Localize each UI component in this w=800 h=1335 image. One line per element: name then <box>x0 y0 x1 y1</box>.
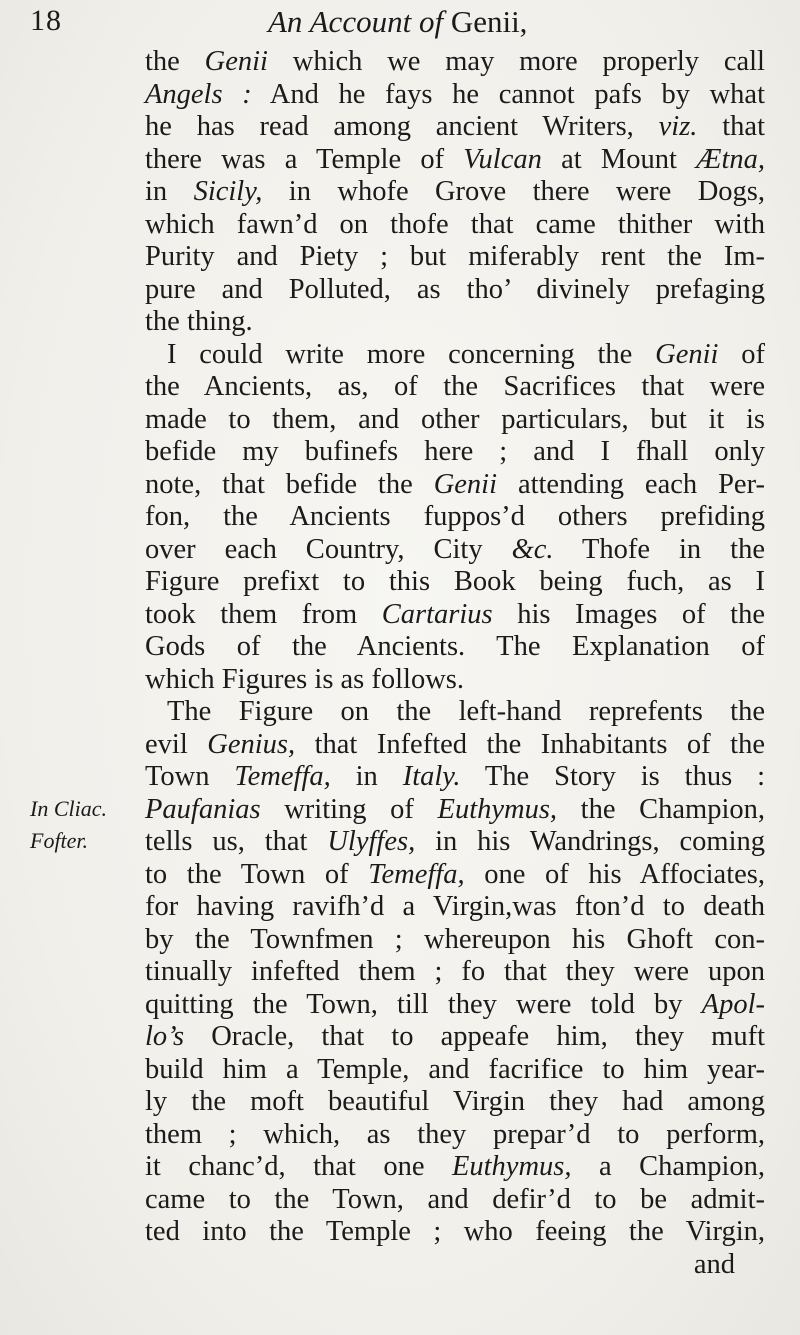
text-segment: the thing. <box>145 306 253 337</box>
text-segment: Town <box>145 761 235 792</box>
text-line <box>145 729 765 762</box>
text-segment: The Figure on the left-hand reprefents the <box>167 696 765 727</box>
italic-text: Ulyffes, <box>327 826 416 857</box>
text-segment: by the Townfmen ; whereupon his Ghoft con- <box>145 923 765 955</box>
text-segment: in whofe Grove there were Dogs, <box>262 176 765 207</box>
text-line <box>145 371 765 404</box>
text-segment: the Ancients, as, of the Sacrifices that were <box>145 371 765 402</box>
running-head-title: Genii, <box>450 4 528 39</box>
italic-text: Ætna, <box>696 143 765 175</box>
text-line <box>145 859 765 892</box>
text-segment: and <box>693 1248 735 1280</box>
italic-text: Genii <box>204 46 268 77</box>
text-segment: Purity and Piety ; but miferably rent the Im- <box>145 241 765 272</box>
text-line <box>145 1054 765 1087</box>
text-line <box>145 1119 765 1152</box>
text-segment: which we may more properly call <box>267 46 765 77</box>
text-line <box>145 46 765 79</box>
text-segment: in <box>330 761 403 792</box>
text-line <box>145 826 765 859</box>
catchword <box>145 1249 765 1282</box>
text-segment: that Infefted the Inhabitants of the <box>295 728 765 760</box>
margin-note-source: In Cliac. <box>30 796 107 821</box>
text-segment: there was a Temple of <box>145 143 464 175</box>
text-line <box>145 306 765 339</box>
text-line <box>145 241 765 274</box>
italic-text: Genius, <box>207 728 296 760</box>
text-segment: writing of <box>260 793 438 825</box>
text-segment: befide my bufinefs here ; and I fhall only <box>145 436 765 467</box>
text-line <box>145 566 765 599</box>
italic-text: Genii <box>655 338 719 370</box>
text-segment: quitting the Town, till they were told by <box>145 988 702 1020</box>
italic-text: Angels : <box>145 78 252 110</box>
text-line <box>145 794 765 827</box>
text-line <box>145 534 765 567</box>
text-segment: Gods of the Ancients. The Explanation of <box>145 631 765 662</box>
text-line <box>145 631 765 664</box>
text-line <box>145 989 765 1022</box>
text-segment: them ; which, as they prepar’d to perform, <box>145 1118 765 1150</box>
italic-text: Cartarius <box>381 598 493 630</box>
italic-text: Paufanias <box>145 793 261 825</box>
text-segment: The Story is thus : <box>460 761 765 792</box>
text-segment: a Champion, <box>571 1151 765 1182</box>
text-segment: Figure prefixt to this Book being fuch, as I <box>145 566 765 597</box>
text-segment: I could write more concerning the <box>167 338 656 370</box>
italic-text: Euthymus, <box>437 793 558 825</box>
text-line <box>145 176 765 209</box>
text-segment: his Images of the <box>492 598 765 630</box>
text-segment: the <box>145 46 205 77</box>
margin-note-author: Fofter. <box>30 828 89 853</box>
text-line <box>145 1021 765 1054</box>
italic-text: Genii <box>433 468 498 500</box>
running-head-prefix: An Account of <box>268 4 444 39</box>
text-line <box>145 599 765 632</box>
text-line <box>145 111 765 144</box>
text-line <box>145 469 765 502</box>
text-segment: to the Town of <box>145 858 369 890</box>
text-line <box>145 664 765 697</box>
text-segment: build him a Temple, and facrifice to him year- <box>145 1053 765 1085</box>
text-segment: pure and Polluted, as tho’ divinely prefaging <box>145 273 765 305</box>
italic-text: Vulcan <box>463 143 542 175</box>
text-line <box>145 1216 765 1249</box>
text-segment: came to the Town, and defir’d to be admit- <box>145 1183 765 1215</box>
text-line <box>145 501 765 534</box>
text-segment: for having ravifh’d a Virgin,was fton’d to death <box>145 891 765 922</box>
running-head <box>268 4 527 40</box>
text-segment: at Mount <box>541 143 697 175</box>
text-line <box>145 1184 765 1217</box>
text-segment: tinually infefted them ; fo that they were upon <box>145 956 765 987</box>
text-line <box>145 144 765 177</box>
text-segment: over each Country, City <box>145 533 512 565</box>
italic-text: Euthymus, <box>451 1151 572 1182</box>
text-segment: Thofe in the <box>553 533 765 565</box>
text-segment: fon, the Ancients fuppos’d others prefiding <box>145 501 765 532</box>
page-number: 18 <box>30 4 62 37</box>
text-segment: note, that befide the <box>145 468 434 500</box>
italic-text: Apol- <box>701 988 765 1020</box>
text-segment: took them from <box>145 598 382 630</box>
text-segment: it chanc’d, that one <box>145 1151 452 1182</box>
text-segment: Oracle, that to appeafe him, they muft <box>184 1021 765 1052</box>
text-segment: made to them, and other particulars, but it is <box>145 403 765 435</box>
italic-text: Temeffa, <box>368 858 465 890</box>
text-line <box>145 1086 765 1119</box>
italic-text: Sicily, <box>193 176 263 207</box>
text-line <box>145 436 765 469</box>
text-segment: of <box>718 338 765 370</box>
italic-text: lo’s <box>145 1021 185 1052</box>
text-segment: the Champion, <box>557 793 765 825</box>
text-line <box>145 1151 765 1184</box>
text-line <box>145 891 765 924</box>
text-line <box>145 956 765 989</box>
text-segment: evil <box>145 728 208 760</box>
italic-text: &c. <box>511 533 554 565</box>
text-segment: tells us, that <box>145 826 328 857</box>
text-segment: he has read among ancient Writers, <box>145 111 659 142</box>
text-segment: in his Wandrings, coming <box>415 826 766 857</box>
text-segment: ted into the Temple ; who feeing the Virgin, <box>145 1216 765 1247</box>
text-segment: attending each Per- <box>497 468 765 500</box>
text-segment: which fawn’d on thofe that came thither with <box>145 208 765 240</box>
italic-text: viz. <box>658 111 698 142</box>
text-segment: ly the moft beautiful Virgin they had among <box>145 1086 765 1117</box>
text-line <box>145 209 765 242</box>
text-line <box>145 404 765 437</box>
text-segment: that <box>697 111 765 142</box>
text-segment: in <box>145 176 194 207</box>
text-segment: And he fays he cannot pafs by what <box>251 78 765 110</box>
italic-text: Temeffa, <box>234 761 331 792</box>
body-text <box>145 46 765 1281</box>
text-line <box>145 79 765 112</box>
text-line <box>145 339 765 372</box>
italic-text: Italy. <box>402 761 461 792</box>
text-line <box>145 696 765 729</box>
text-line <box>145 924 765 957</box>
text-segment: which Figures is as follows. <box>145 663 465 695</box>
text-line <box>145 761 765 794</box>
text-line <box>145 274 765 307</box>
text-segment: one of his Affociates, <box>464 858 765 890</box>
